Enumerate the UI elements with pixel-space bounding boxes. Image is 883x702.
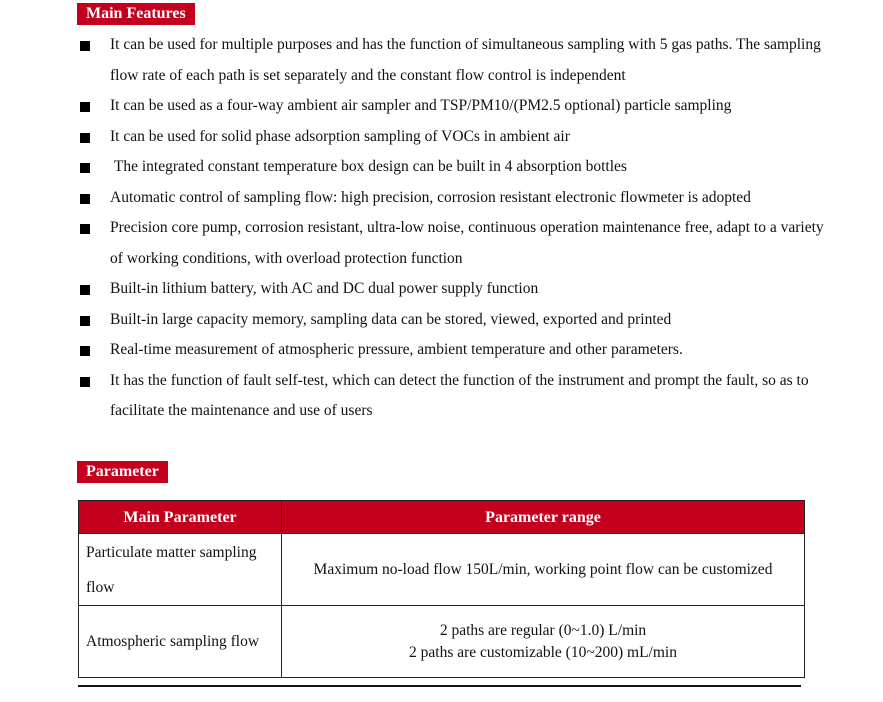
- feature-item: [78, 122, 828, 153]
- divider: [78, 685, 801, 687]
- parameter-heading: Parameter: [77, 461, 168, 483]
- feature-text: Built-in large capacity memory, sampling data can be stored, viewed, exported and printed: [110, 310, 672, 328]
- feature-text: Built-in lithium battery, with AC and DC dual power supply function: [110, 280, 539, 297]
- parameter-value: [282, 606, 805, 678]
- feature-item: [78, 152, 828, 183]
- square-bullet-icon: [80, 163, 90, 173]
- feature-text: It can be used for solid phase adsorption sampling of VOCs in ambient air: [110, 127, 570, 145]
- main-features-heading: Main Features: [77, 3, 195, 25]
- square-bullet-icon: [80, 224, 90, 234]
- parameter-value: [282, 534, 805, 606]
- header-parameter-range: Parameter range: [282, 501, 805, 534]
- square-bullet-icon: [80, 316, 90, 326]
- table-row: [79, 606, 805, 678]
- feature-item: [78, 213, 828, 274]
- square-bullet-icon: [80, 102, 90, 112]
- parameter-name: Particulate matter sampling flow: [79, 534, 282, 606]
- value-line: 2 paths are customizable (10~200) mL/min: [409, 643, 677, 661]
- square-bullet-icon: [80, 41, 90, 51]
- feature-item: [78, 30, 828, 91]
- feature-item: [78, 335, 828, 366]
- feature-item: [78, 274, 828, 305]
- value-line: 2 paths are regular (0~1.0) L/min: [439, 621, 647, 639]
- square-bullet-icon: [80, 133, 90, 143]
- value-line: Maximum no-load flow 150L/min, working point flow can be customized: [313, 560, 773, 578]
- square-bullet-icon: [80, 346, 90, 356]
- feature-item: [78, 366, 828, 427]
- feature-text: Automatic control of sampling flow: high precision, corrosion resistant electronic flowmeter is adopted: [110, 188, 751, 206]
- feature-text: It can be used for multiple purposes and has the function of simultaneous sampling with 5 gas paths. The sampling flow rate of each path is set separately and the constant flow control is independent: [110, 36, 821, 84]
- feature-text: It has the function of fault self-test, which can detect the function of the instrument and prompt the fault, so as to facilitate the maintenance and use of users: [110, 371, 809, 419]
- feature-text: Precision core pump, corrosion resistant, ultra-low noise, continuous operation maintenance free, adapt to a variety of working conditions, with overload protection function: [110, 219, 824, 267]
- feature-item: [78, 91, 828, 122]
- parameter-name: Atmospheric sampling flow: [79, 606, 282, 678]
- feature-text: The integrated constant temperature box design can be built in 4 absorption bottles: [110, 158, 627, 175]
- square-bullet-icon: [80, 285, 90, 295]
- parameter-table: [78, 500, 805, 678]
- feature-text: It can be used as a four-way ambient air sampler and TSP/PM10/(PM2.5 optional) particle sampling: [110, 97, 732, 114]
- features-list: [78, 30, 828, 427]
- table-row: [79, 534, 805, 606]
- square-bullet-icon: [80, 377, 90, 387]
- header-main-parameter: Main Parameter: [79, 501, 282, 534]
- feature-item: [78, 305, 828, 336]
- square-bullet-icon: [80, 194, 90, 204]
- table-header-row: [79, 501, 805, 534]
- feature-text: Real-time measurement of atmospheric pressure, ambient temperature and other parameters.: [110, 341, 683, 358]
- feature-item: [78, 183, 828, 214]
